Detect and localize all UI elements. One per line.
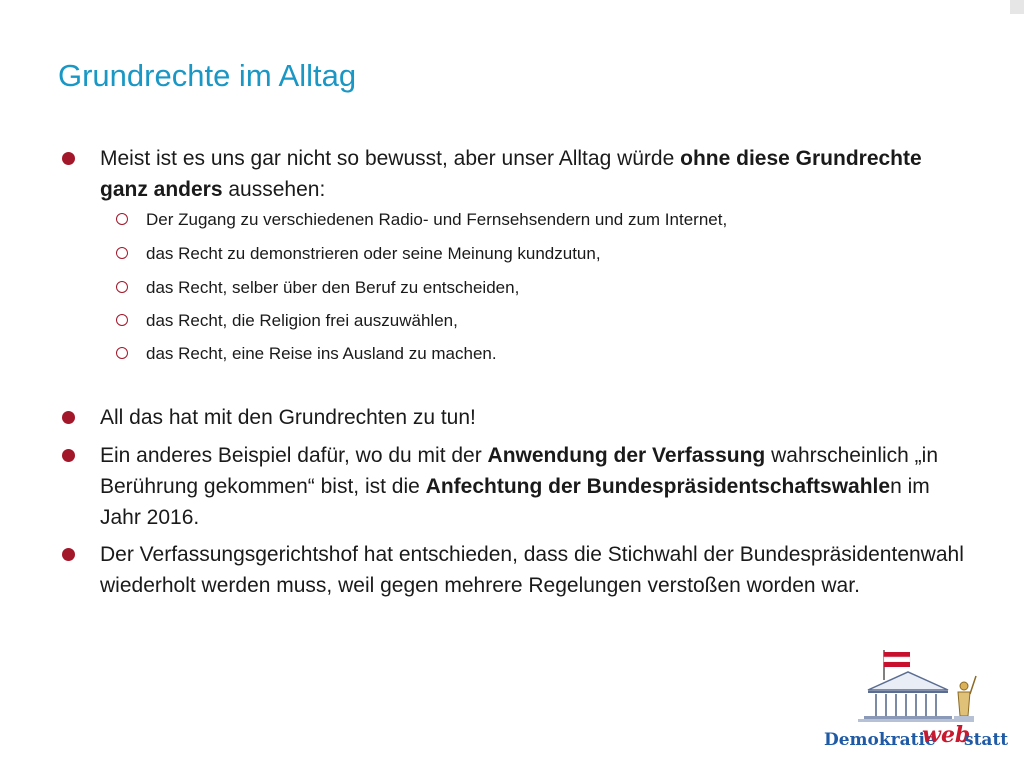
sub-bullet-text: das Recht, eine Reise ins Ausland zu machen. [146, 344, 497, 363]
bullet-item [100, 440, 970, 533]
sub-bullet-text: das Recht, die Religion frei auszuwählen, [146, 311, 458, 330]
sub-bullet-item [146, 243, 976, 265]
sub-bullet-item [146, 277, 976, 299]
sub-bullet-item [146, 209, 976, 231]
bullet-text: wahrscheinlich „in Berührung gekommen“ bist, ist die [100, 444, 939, 498]
sub-bullet-item [146, 343, 976, 365]
sub-bullet-item [146, 310, 976, 332]
logo-word: Demokratie [824, 730, 936, 750]
bullet-ring-icon [116, 213, 128, 225]
bullet-text: Meist ist es uns gar nicht so bewusst, aber unser Alltag würde [100, 147, 681, 170]
bullet-dot-icon [62, 411, 75, 424]
sub-bullet-text: Der Zugang zu verschiedenen Radio- und Fernsehsendern und zum Internet, [146, 210, 728, 229]
logo-word: web [922, 722, 971, 748]
bullet-dot-icon [62, 449, 75, 462]
bullet-item [100, 402, 970, 433]
sub-bullet-text: das Recht zu demonstrieren oder seine Meinung kundzutun, [146, 244, 601, 263]
slide-title: Grundrechte im Alltag [58, 58, 357, 93]
bullet-ring-icon [116, 347, 128, 359]
bullet-dot-icon [62, 548, 75, 561]
bullet-text: Der Verfassungsgerichtshof hat entschieden, dass die Stichwahl der Bundespräsidentenwahl wiederholt werden muss, weil gegen mehrere Regelungen verstoßen worden war. [100, 543, 964, 597]
logo-word: statt [964, 730, 1009, 750]
bullet-ring-icon [116, 314, 128, 326]
bullet-ring-icon [116, 247, 128, 259]
bullet-ring-icon [116, 281, 128, 293]
sub-bullet-text: das Recht, selber über den Beruf zu entscheiden, [146, 278, 520, 297]
bullet-text: Ein anderes Beispiel dafür, wo du mit der [100, 444, 488, 467]
bullet-text: All das hat mit den Grundrechten zu tun! [100, 406, 476, 429]
logo-wordmark [818, 724, 1008, 754]
bullet-text: aussehen: [222, 178, 326, 201]
bullet-emphasis: Anfechtung der Bundespräsidentschaftswahle [425, 475, 891, 498]
demokratiewebstatt-logo [818, 646, 1008, 758]
bullet-emphasis: Anwendung der Verfassung [487, 444, 766, 467]
parliament-building-icon [818, 646, 1008, 728]
bullet-text: n im Jahr 2016. [100, 475, 930, 529]
bullet-dot-icon [62, 152, 75, 165]
bullet-item [100, 143, 970, 205]
bullet-emphasis: ohne diese Grundrechte ganz anders [100, 147, 922, 201]
bullet-item [100, 539, 970, 601]
